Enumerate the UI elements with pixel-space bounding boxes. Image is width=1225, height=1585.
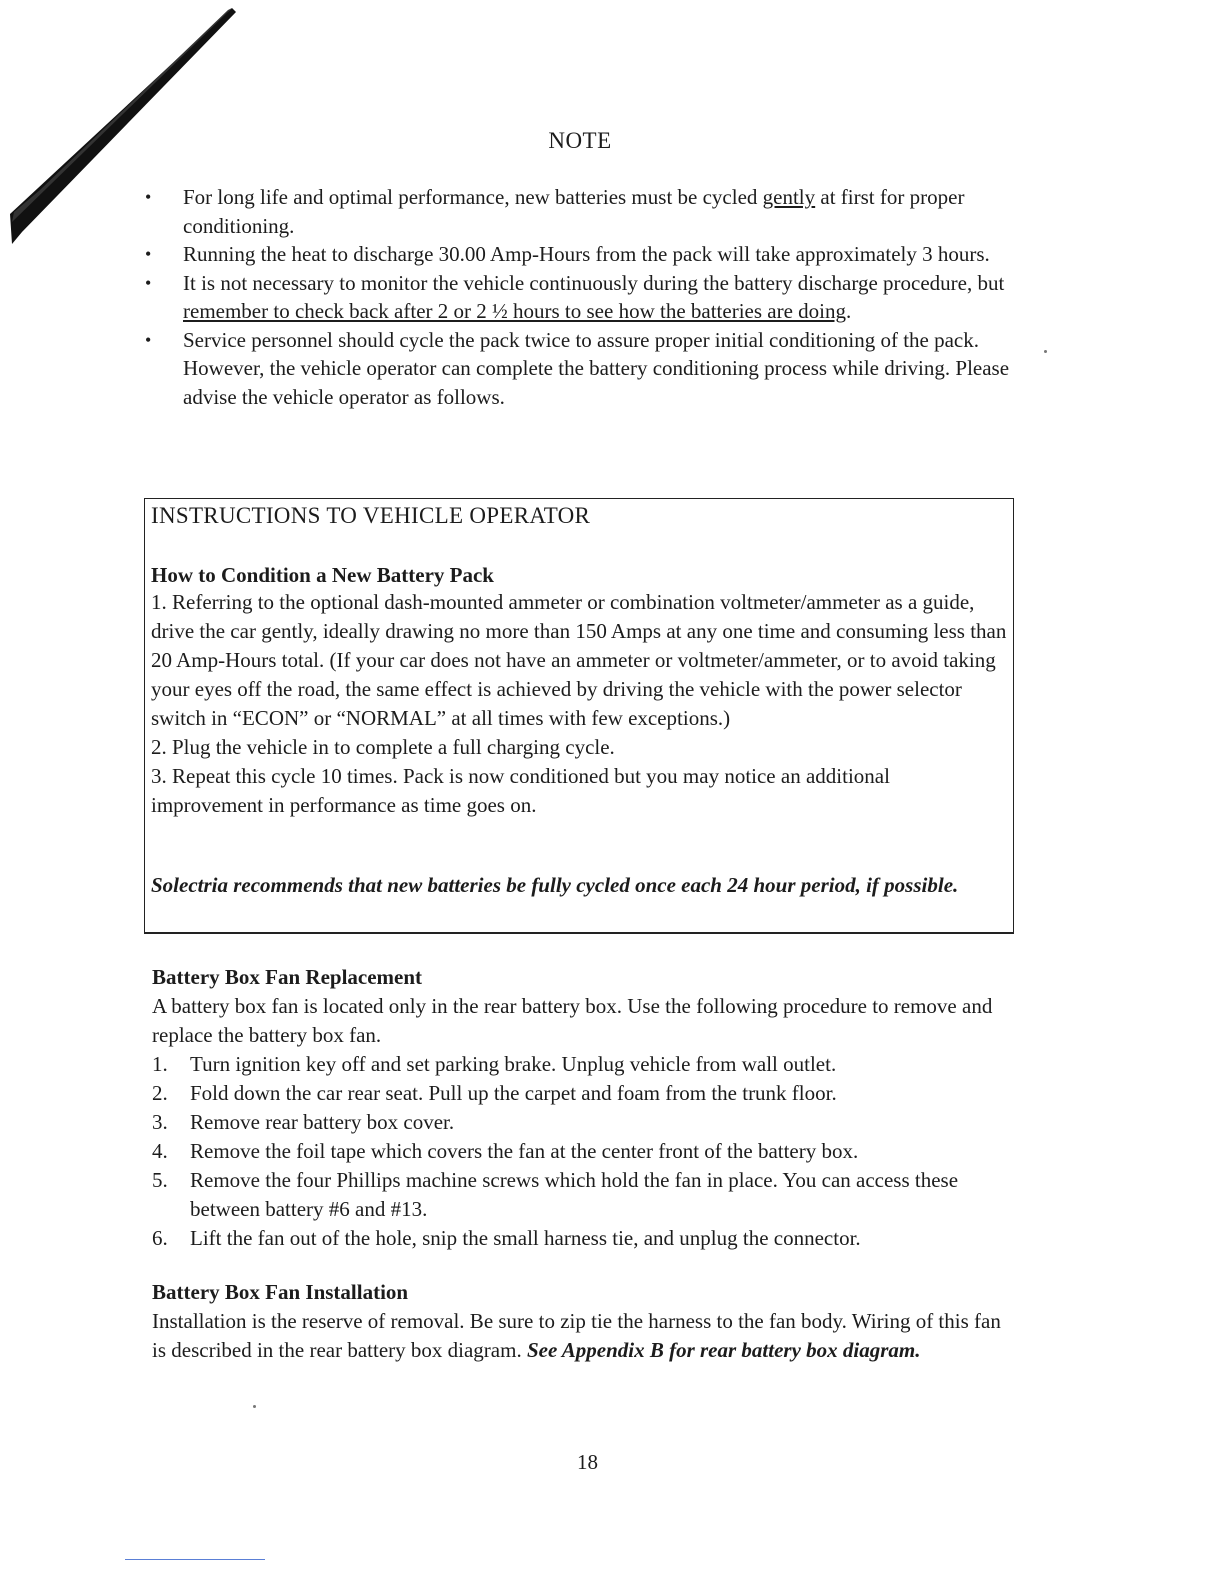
instructions-title: INSTRUCTIONS TO VEHICLE OPERATOR [151,503,591,528]
instructions-body [151,588,1007,820]
fan-replacement-heading: Battery Box Fan Replacement [152,965,423,989]
instruction-step: 1. Referring to the optional dash-mounted ammeter or combination voltmeter/ammeter as a guide, drive the car gently, ideally drawing no more than 150 Amps at any one time and consuming less than 20 Amp-Hours total. (If your car does not have an ammeter or voltmeter/ammeter, or to avoid taking your eyes off the road, the same effect is achieved by driving the vehicle with the power selector switch in “ECON” or “NORMAL” at all times with few exceptions.) [151,590,1007,730]
fan-replacement-section [152,963,1012,1253]
procedure-step: 4. Remove the foil tape which covers the fan at the center front of the battery box. [152,1139,859,1163]
scan-speck [1044,350,1047,353]
fan-installation-heading: Battery Box Fan Installation [152,1280,409,1304]
instruction-step: 2. Plug the vehicle in to complete a full charging cycle. [151,735,615,759]
fan-replacement-intro: A battery box fan is located only in the rear battery box. Use the following procedure to remove and replace the battery box fan. [152,994,993,1047]
scan-speck [253,1405,256,1408]
note-bullet: • Service personnel should cycle the pack twice to assure proper initial conditioning of the pack. However, the vehicle operator can complete the battery conditioning process while driving. Please advise the vehicle operator as follows. [145,326,1015,412]
note-bullet-list [145,183,1015,411]
fan-replacement-steps [152,1050,1012,1253]
underlined-text: remember to check back after 2 or 2 ½ hours to see how the batteries are doing [183,299,846,323]
procedure-step: 1. Turn ignition key off and set parking brake. Unplug vehicle from wall outlet. [152,1052,837,1076]
procedure-step: 3. Remove rear battery box cover. [152,1110,455,1134]
fan-installation-section [152,1278,1012,1365]
procedure-step: 2. Fold down the car rear seat. Pull up the carpet and foam from the trunk floor. [152,1081,837,1105]
instructions-subtitle: How to Condition a New Battery Pack [151,563,494,587]
fan-installation-text: Installation is the reserve of removal. Be sure to zip tie the harness to the fan body. Wiring of this fan is described in the rear battery box diagram. See Appendix B for rear battery box diagram. [152,1309,1001,1362]
procedure-step: 6. Lift the fan out of the hole, snip the small harness tie, and unplug the connector. [152,1226,861,1250]
note-bullet: • For long life and optimal performance, new batteries must be cycled gently at first for proper conditioning. [145,183,1015,240]
scan-artifact-line [125,1559,265,1560]
instructions-box [144,498,1014,934]
underlined-text: gently [762,185,816,209]
note-bullet: • It is not necessary to monitor the vehicle continuously during the battery discharge procedure, but remember to check back after 2 or 2 ½ hours to see how the batteries are doing. [145,269,1015,326]
appendix-reference: See Appendix B for rear battery box diagram. [526,1338,921,1362]
recommendation-text: Solectria recommends that new batteries be fully cycled once each 24 hour period, if possible. [151,873,959,897]
note-bullet: • Running the heat to discharge 30.00 Amp-Hours from the pack will take approximately 3 hours. [145,240,1015,269]
procedure-step: 5. Remove the four Phillips machine screws which hold the fan in place. You can access these between battery #6 and #13. [152,1168,959,1221]
page-number: 18 [577,1450,598,1474]
note-title: NOTE [548,128,612,153]
instruction-step: 3. Repeat this cycle 10 times. Pack is now conditioned but you may notice an additional improvement in performance as time goes on. [151,764,890,817]
